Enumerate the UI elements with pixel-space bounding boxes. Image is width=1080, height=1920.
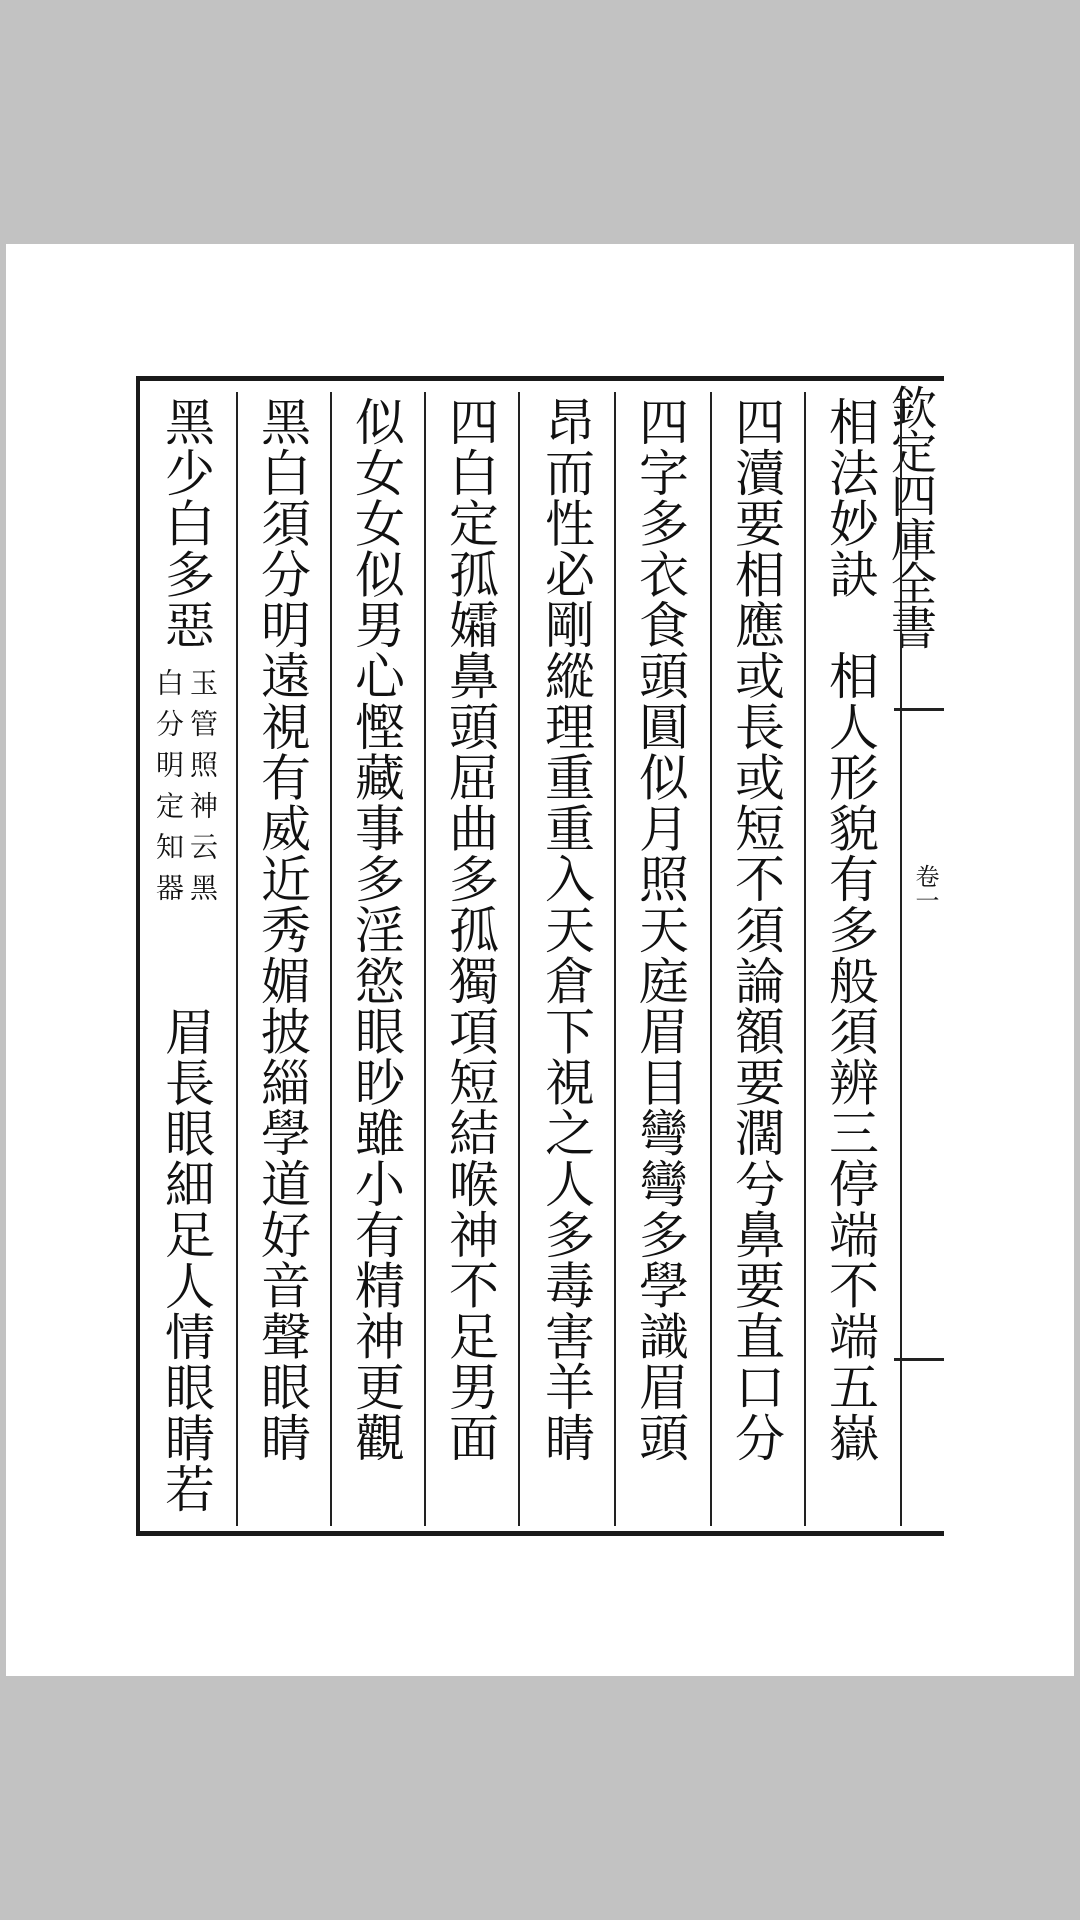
interlinear-note-right: 玉管照神云黑 bbox=[186, 668, 219, 914]
text-column: 眉長眼細足人情眼睛若 bbox=[157, 1006, 215, 1514]
text-column: 黑少白多惡 bbox=[157, 396, 215, 650]
column-rule bbox=[424, 392, 426, 1526]
column-rule bbox=[518, 392, 520, 1526]
column-rule bbox=[614, 392, 616, 1526]
column-rule bbox=[900, 392, 902, 1526]
text-column: 昂而性必剛縱理重重入天倉下視之人多毒害羊睛 bbox=[537, 396, 595, 1463]
text-column: 四白定孤孀鼻頭屈曲多孤獨項短結喉神不足男面 bbox=[441, 396, 499, 1463]
column-rule bbox=[710, 392, 712, 1526]
column-rule bbox=[804, 392, 806, 1526]
text-column: 黑白須分明遠視有威近秀媚披緇學道好音聲眼睛 bbox=[253, 396, 311, 1463]
column-rule bbox=[330, 392, 332, 1526]
book-title: 欽定四庫全書 bbox=[884, 384, 938, 648]
text-column: 四瀆要相應或長或短不須論額要濶兮鼻要直口分 bbox=[727, 396, 785, 1463]
page-margin-header bbox=[884, 384, 944, 1544]
text-column: 四字多衣食頭圓似月照天庭眉目彎彎多學識眉頭 bbox=[631, 396, 689, 1463]
column-rule bbox=[236, 392, 238, 1526]
juan-label: 卷一 bbox=[911, 864, 939, 912]
interlinear-note-left: 白分明定知器 bbox=[152, 668, 185, 914]
text-column: 相法妙訣 相人形貌有多般須辨三停端不端五嶽 bbox=[821, 396, 879, 1463]
text-column: 似女女似男心慳藏事多淫慾眼眇雖小有精神更觀 bbox=[347, 396, 405, 1463]
